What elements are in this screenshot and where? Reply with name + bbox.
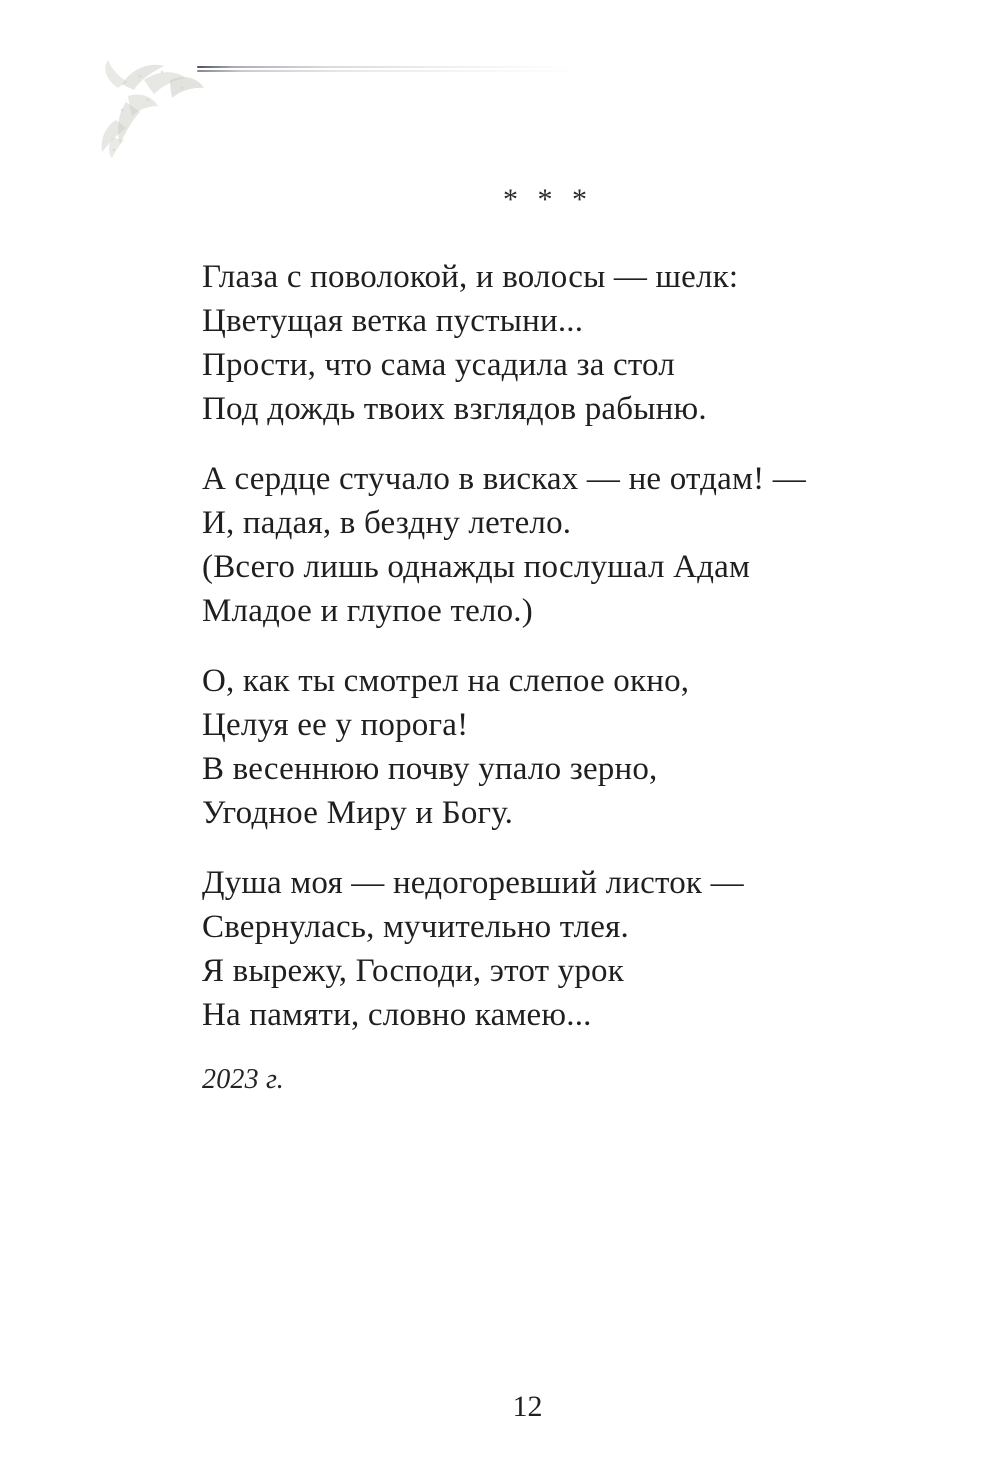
poem-line: Прости, что сама усадила за стол <box>202 347 675 383</box>
poem-line: Угодное Миру и Богу. <box>202 795 514 831</box>
poem-date: 2023 г. <box>202 1064 284 1095</box>
floral-ornament-svg <box>92 58 210 158</box>
header-rule-line-top <box>197 66 657 68</box>
poem <box>202 255 806 1097</box>
poem-line: Свернулась, мучительно тлея. <box>202 909 629 945</box>
poem-line: В весеннюю почву упало зерно, <box>202 751 658 787</box>
poem-line: А сердце стучало в висках — не отдам! — <box>202 461 806 497</box>
poem-line: Под дождь твоих взглядов рабыню. <box>202 391 707 427</box>
poem-line: На памяти, словно камею... <box>202 997 592 1033</box>
poem-line: Я вырежу, Господи, этот урок <box>202 953 624 989</box>
floral-corner-ornament-icon <box>92 58 210 158</box>
poem-line: Младое и глупое тело.) <box>202 593 533 629</box>
poem-line: О, как ты смотрел на слепое окно, <box>202 663 690 699</box>
section-divider-stars: * * * <box>503 183 587 216</box>
poem-line: Цветущая ветка пустыни... <box>202 303 584 339</box>
page-number: 12 <box>512 1390 543 1423</box>
stanza-3 <box>202 659 806 835</box>
poem-line: Душа моя — недогоревший листок — <box>202 865 744 901</box>
stanza-1 <box>202 255 806 431</box>
poem-line: Глаза с поволокой, и волосы — шелк: <box>202 259 739 295</box>
stanza-2 <box>202 457 806 633</box>
stanza-4 <box>202 861 806 1037</box>
poem-line: (Всего лишь однажды послушал Адам <box>202 549 751 585</box>
poem-line: Целуя ее у порога! <box>202 707 469 743</box>
header-rule-line-bottom <box>197 70 657 72</box>
poem-line: И, падая, в бездну летело. <box>202 505 572 541</box>
header-rule <box>197 66 657 72</box>
